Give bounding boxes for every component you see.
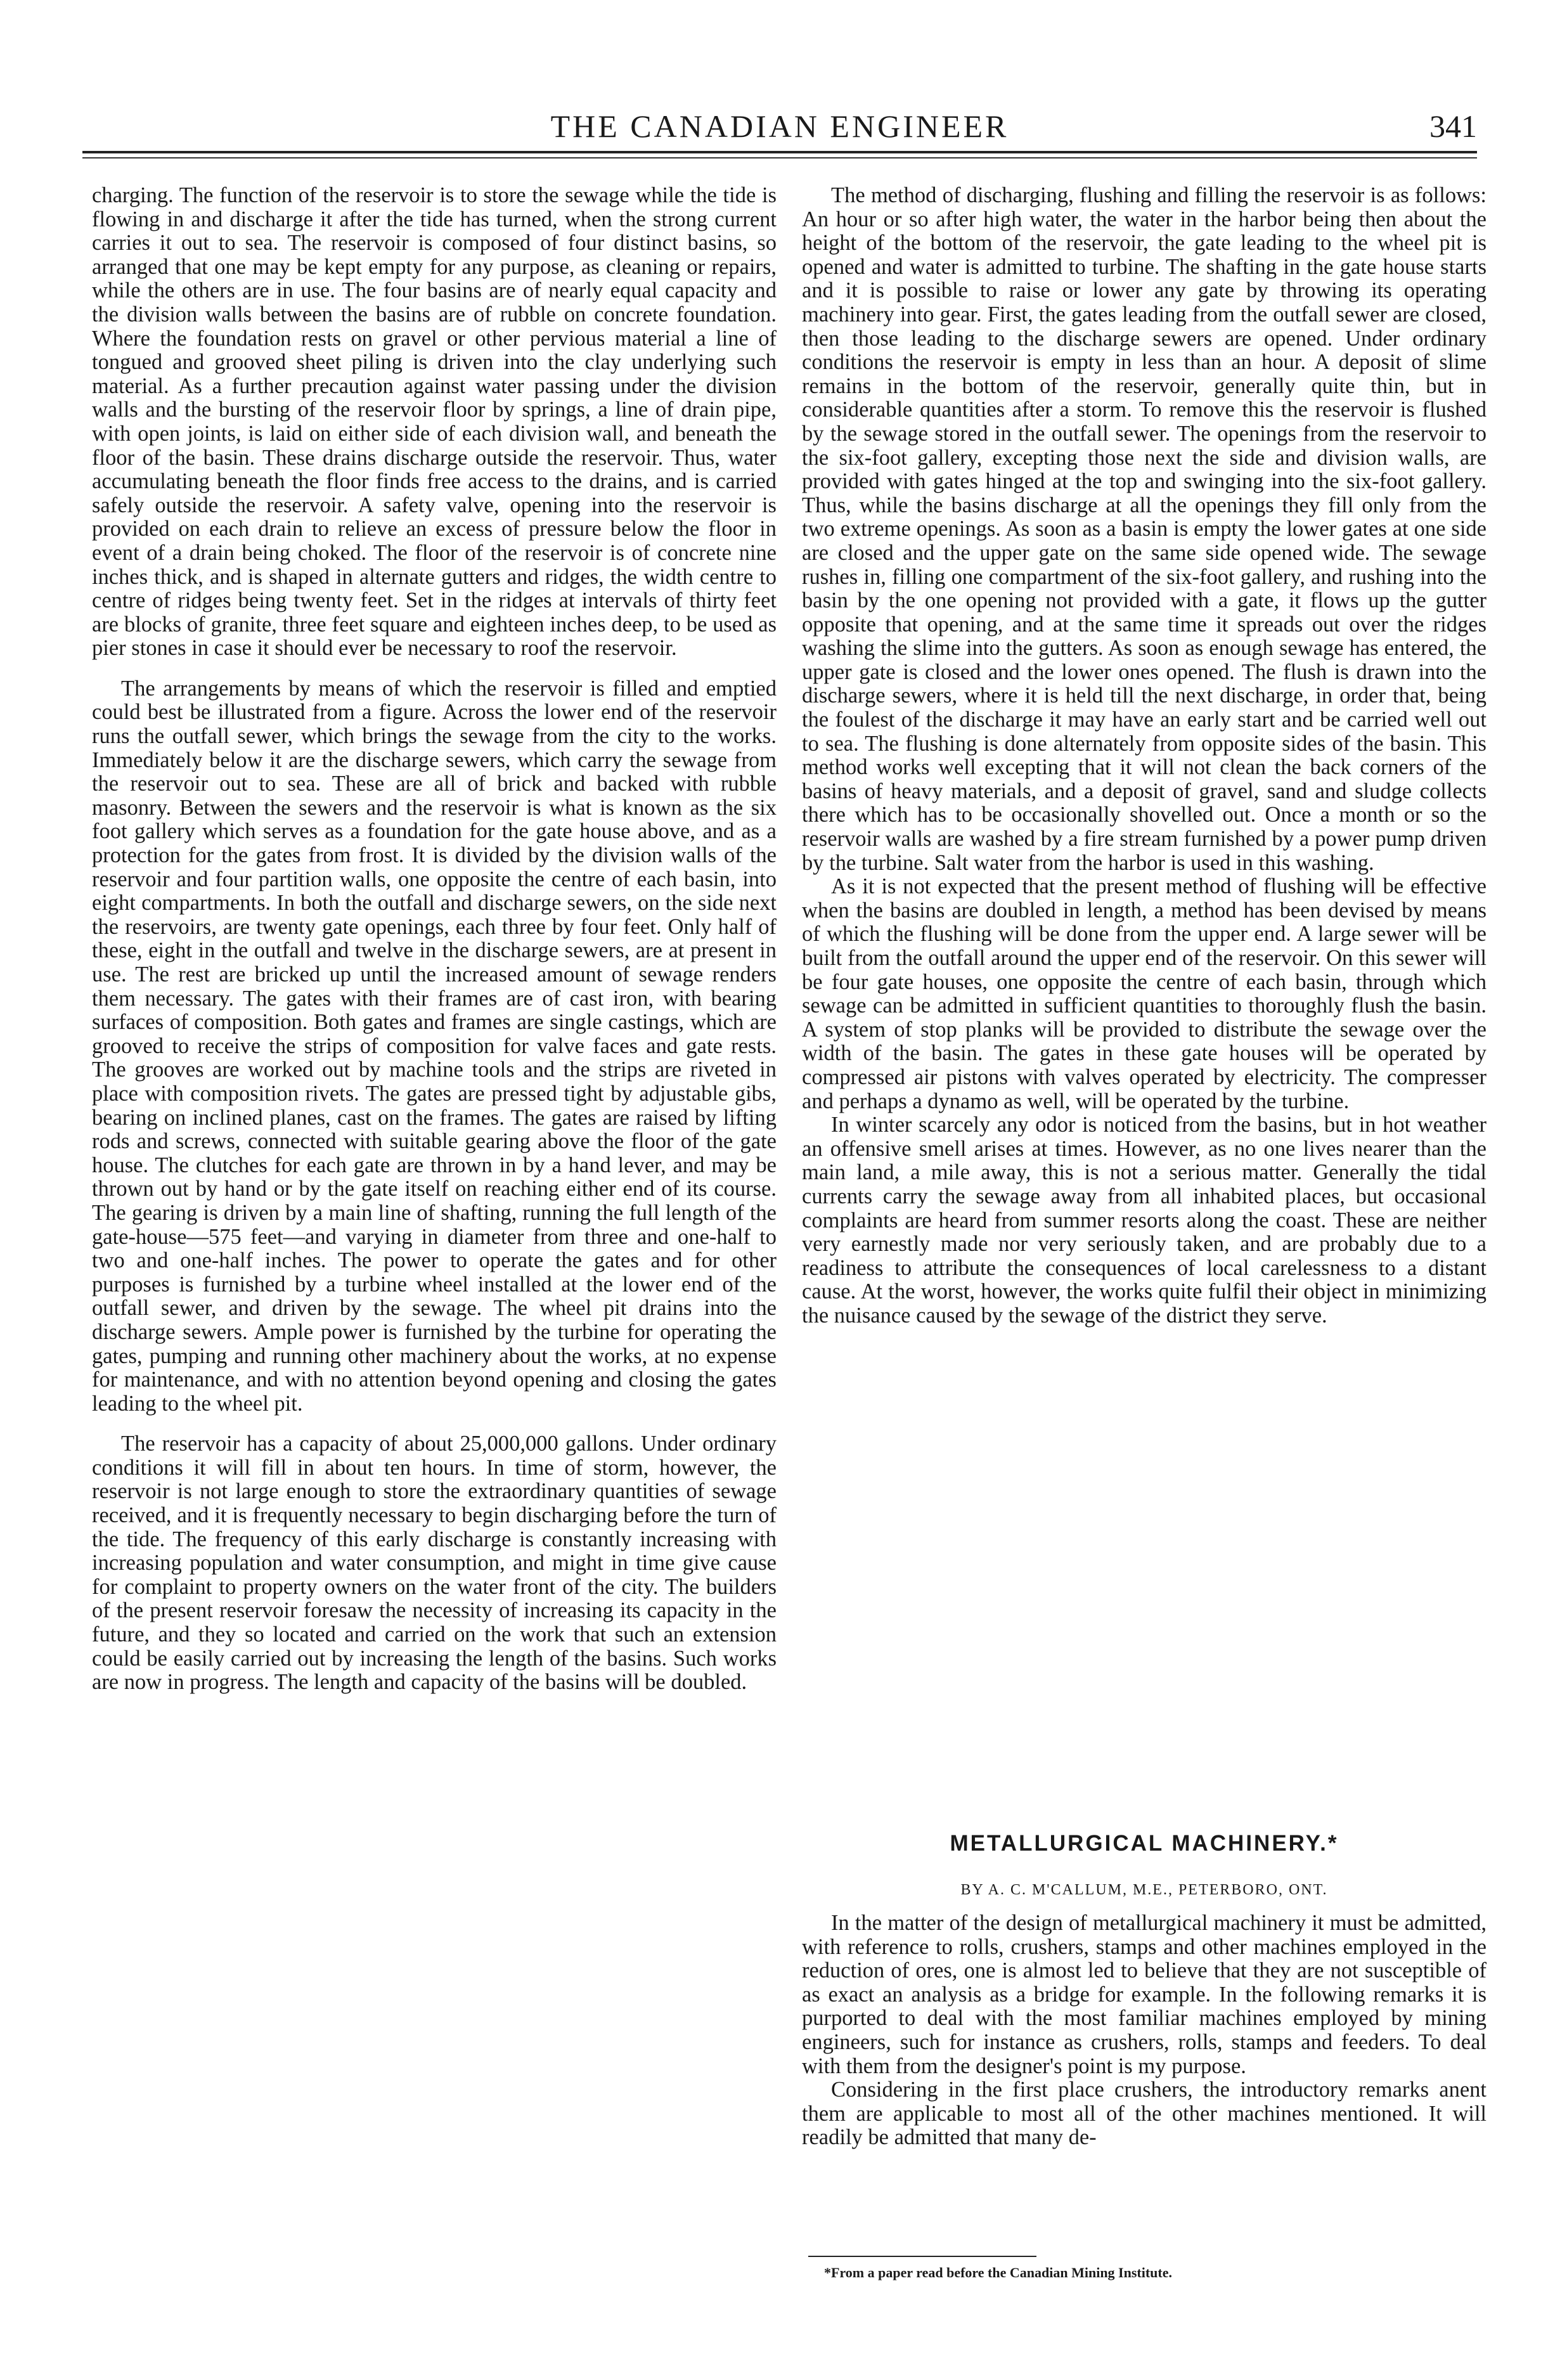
running-header <box>82 108 1477 146</box>
paragraph: The method of discharging, flushing and filling the reservoir is as follows: An hour or so after high water, the water in the harbor being then about the height of the bottom of the reservoir, the gate leading to the wheel pit is opened and water is admitted to turbine. The shafting in the gate house starts and it is possible to raise or lower any gate by throwing its operating machinery into gear. First, the gates leading from the outfall sewer are closed, then those leading to the discharge sewers are opened. Under ordinary conditions the reservoir is empty in less than an hour. A deposit of slime remains in the bottom of the reservoir, generally quite thin, but in considerable quantities after a storm. To remove this the reservoir is flushed by the sewage stored in the outfall sewer. The openings from the reservoir to the six-foot gallery, excepting those next the side and division walls, are provided with gates hinged at the top and swinging into the six-foot gallery. Thus, while the basins discharge at all the openings they fill only from the two extreme openings. As soon as a basin is empty the lower gates at one side are closed and the upper gate on the same side opened wide. The sewage rushes in, filling one compartment of the six-foot gallery, and rushing into the basin by the one opening not provided with a gate, it flows up the gutter opposite that opening, and at the same time it spreads out over the ridges washing the slime into the gutters. As soon as enough sewage has entered, the upper gate is closed and the lower ones opened. The flush is drawn into the discharge sewers, where it is held till the next discharge, in order that, being the foulest of the discharge it may have an early start and be carried well out to sea. The flushing is done alternately from opposite sides of the basin. This method works well excepting that it will not clean the back corners of the basins of heavy materials, and a deposit of gravel, sand and sludge collects there which has to be occasionally shovelled out. Once a month or so the reservoir walls are washed by a fire stream furnished by a power pump driven by the turbine. Salt water from the harbor is used in this washing. <box>802 183 1487 875</box>
journal-title: THE CANADIAN ENGINEER <box>550 108 1009 144</box>
footnote-rule <box>808 2256 1036 2257</box>
paragraph: In winter scarcely any odor is noticed from the basins, but in hot weather an offensive smell arises at times. However, as no one lives nearer than the main land, a mile away, this is not a serious matter. Generally the tidal currents carry the sewage away from all inhabited places, but occasional complaints are heard from summer resorts along the coast. These are neither very earnestly made nor very seriously taken, and are probably due to a readiness to attribute the consequences of local carelessness to a distant cause. At the worst, however, the works quite fulfil their object in minimizing the nuisance caused by the sewage of the district they serve. <box>802 1113 1487 1328</box>
header-rule <box>82 151 1477 153</box>
paragraph: The reservoir has a capacity of about 25,000,000 gallons. Under ordinary conditions it will fill in about ten hours. In time of storm, however, the reservoir is not large enough to store the extraordinary quantities of sewage received, and it is frequently necessary to begin discharging before the turn of the tide. The frequency of this early discharge is constantly increasing with increasing population and water consumption, and might in time give cause for complaint to property owners on the water front of the city. The builders of the present reservoir foresaw the necessity of increasing its capacity in the future, and they so located and carried on the work that such an extension could be easily carried out by increasing the length of the basins. Such works are now in progress. The length and capacity of the basins will be doubled. <box>92 1432 777 1695</box>
right-column <box>802 184 1487 1328</box>
article-title: METALLURGICAL MACHINERY.* <box>950 1831 1339 1856</box>
paragraph: In the matter of the design of metallurgical machinery it must be admitted, with reference to rolls, crushers, stamps and other machines employed in the reduction of ores, one is almost led to believe that they are not susceptible of as exact an analysis as a bridge for example. In the following remarks it is purported to deal with the most familiar machines employed by mining engineers, such for instance as crushers, rolls, stamps and feeders. To deal with them from the designer's point is my purpose. <box>802 1911 1487 2078</box>
paragraph: charging. The function of the reservoir is to store the sewage while the tide is flowing in and discharge it after the tide has turned, when the strong current carries it out to sea. The reservoir is composed of four distinct basins, so arranged that one may be kept empty for any purpose, as cleaning or repairs, while the others are in use. The four basins are of nearly equal capacity and the division walls between the basins are of rubble on concrete foundation. Where the foundation rests on gravel or other pervious material a line of tongued and grooved sheet piling is driven into the clay underlying such material. As a further precaution against water passing under the division walls and the bursting of the reservoir floor by springs, a line of drain pipe, with open joints, is laid on either side of each division wall, and beneath the floor of the basin. These drains discharge outside the reservoir. Thus, water accumulating beneath the floor finds free access to the drains, and is carried safely outside the reservoir. A safety valve, opening into the reservoir is provided on each drain to relieve an excess of pressure below the floor in event of a drain being choked. The floor of the reservoir is of concrete nine inches thick, and is shaped in alternate gutters and ridges, the width centre to centre of ridges being twenty feet. Set in the ridges at intervals of thirty feet are blocks of granite, three feet square and eighteen inches deep, to be used as pier stones in case it should ever be necessary to roof the reservoir. <box>92 183 777 661</box>
paragraph: The arrangements by means of which the reservoir is filled and emptied could best be illustrated from a figure. Across the lower end of the reservoir runs the outfall sewer, which brings the sewage from the city to the works. Immediately below it are the discharge sewers, which carry the sewage from the reservoir out to sea. These are all of brick and backed with rubble masonry. Between the sewers and the reservoir is what is known as the six foot gallery which serves as a foundation for the gate house above, and as a protection for the gates from frost. It is divided by the division walls of the reservoir and four partition walls, one opposite the centre of each basin, into eight compartments. In both the outfall and discharge sewers, on the side next the reservoirs, are twenty gate openings, each three by four feet. Only half of these, eight in the outfall and twelve in the discharge sewers, are at present in use. The rest are bricked up until the increased amount of sewage renders them necessary. The gates with their frames are of cast iron, with bearing surfaces of composition. Both gates and frames are single castings, which are grooved to receive the strips of composition for valve faces and gate rests. The grooves are worked out by machine tools and the strips are riveted in place with composition rivets. The gates are pressed tight by adjustable gibs, bearing on inclined planes, cast on the frames. The gates are raised by lifting rods and screws, connected with suitable gearing above the floor of the gate house. The clutches for each gate are thrown in by a hand lever, and may be thrown out by hand or by the gate itself on reaching either end of its course. The gearing is driven by a main line of shafting, running the full length of the gate-house—575 feet—and varying in diameter from three and one-half to two and one-half inches. The power to operate the gates and for other purposes is furnished by a turbine wheel installed at the lower end of the outfall sewer, and driven by the sewage. The wheel pit drains into the discharge sewers. Ample power is furnished by the turbine for operating the gates, pumping and running other machinery about the works, at no expense for maintenance, and with no attention beyond opening and closing the gates leading to the wheel pit. <box>92 676 777 1416</box>
article-body <box>802 1911 1487 2150</box>
header-rule-thin <box>82 157 1477 158</box>
footnote: *From a paper read before the Canadian Mining Institute. <box>824 2265 1173 2280</box>
paragraph: As it is not expected that the present method of flushing will be effective when the basins are doubled in length, a method has been devised by means of which the flushing will be done from the upper end. A large sewer will be built from the outfall around the upper end of the reservoir. On this sewer will be four gate houses, one opposite the centre of each basin, through which sewage can be admitted in sufficient quantities to thoroughly flush the basin. A system of stop planks will be provided to distribute the sewage over the width of the basin. The gates in these gate houses will be operated by compressed air pistons with valves operated by electricity. The compresser and perhaps a dynamo as well, will be operated by the turbine. <box>802 874 1487 1113</box>
page-number: 341 <box>1429 108 1477 144</box>
paragraph: Considering in the first place crushers, the introductory remarks anent them are applicable to most all of the other machines mentioned. It will readily be admitted that many de- <box>802 2078 1487 2150</box>
article-byline: BY A. C. M'CALLUM, M.E., PETERBORO, ONT. <box>960 1882 1328 1898</box>
left-column <box>92 184 777 1695</box>
